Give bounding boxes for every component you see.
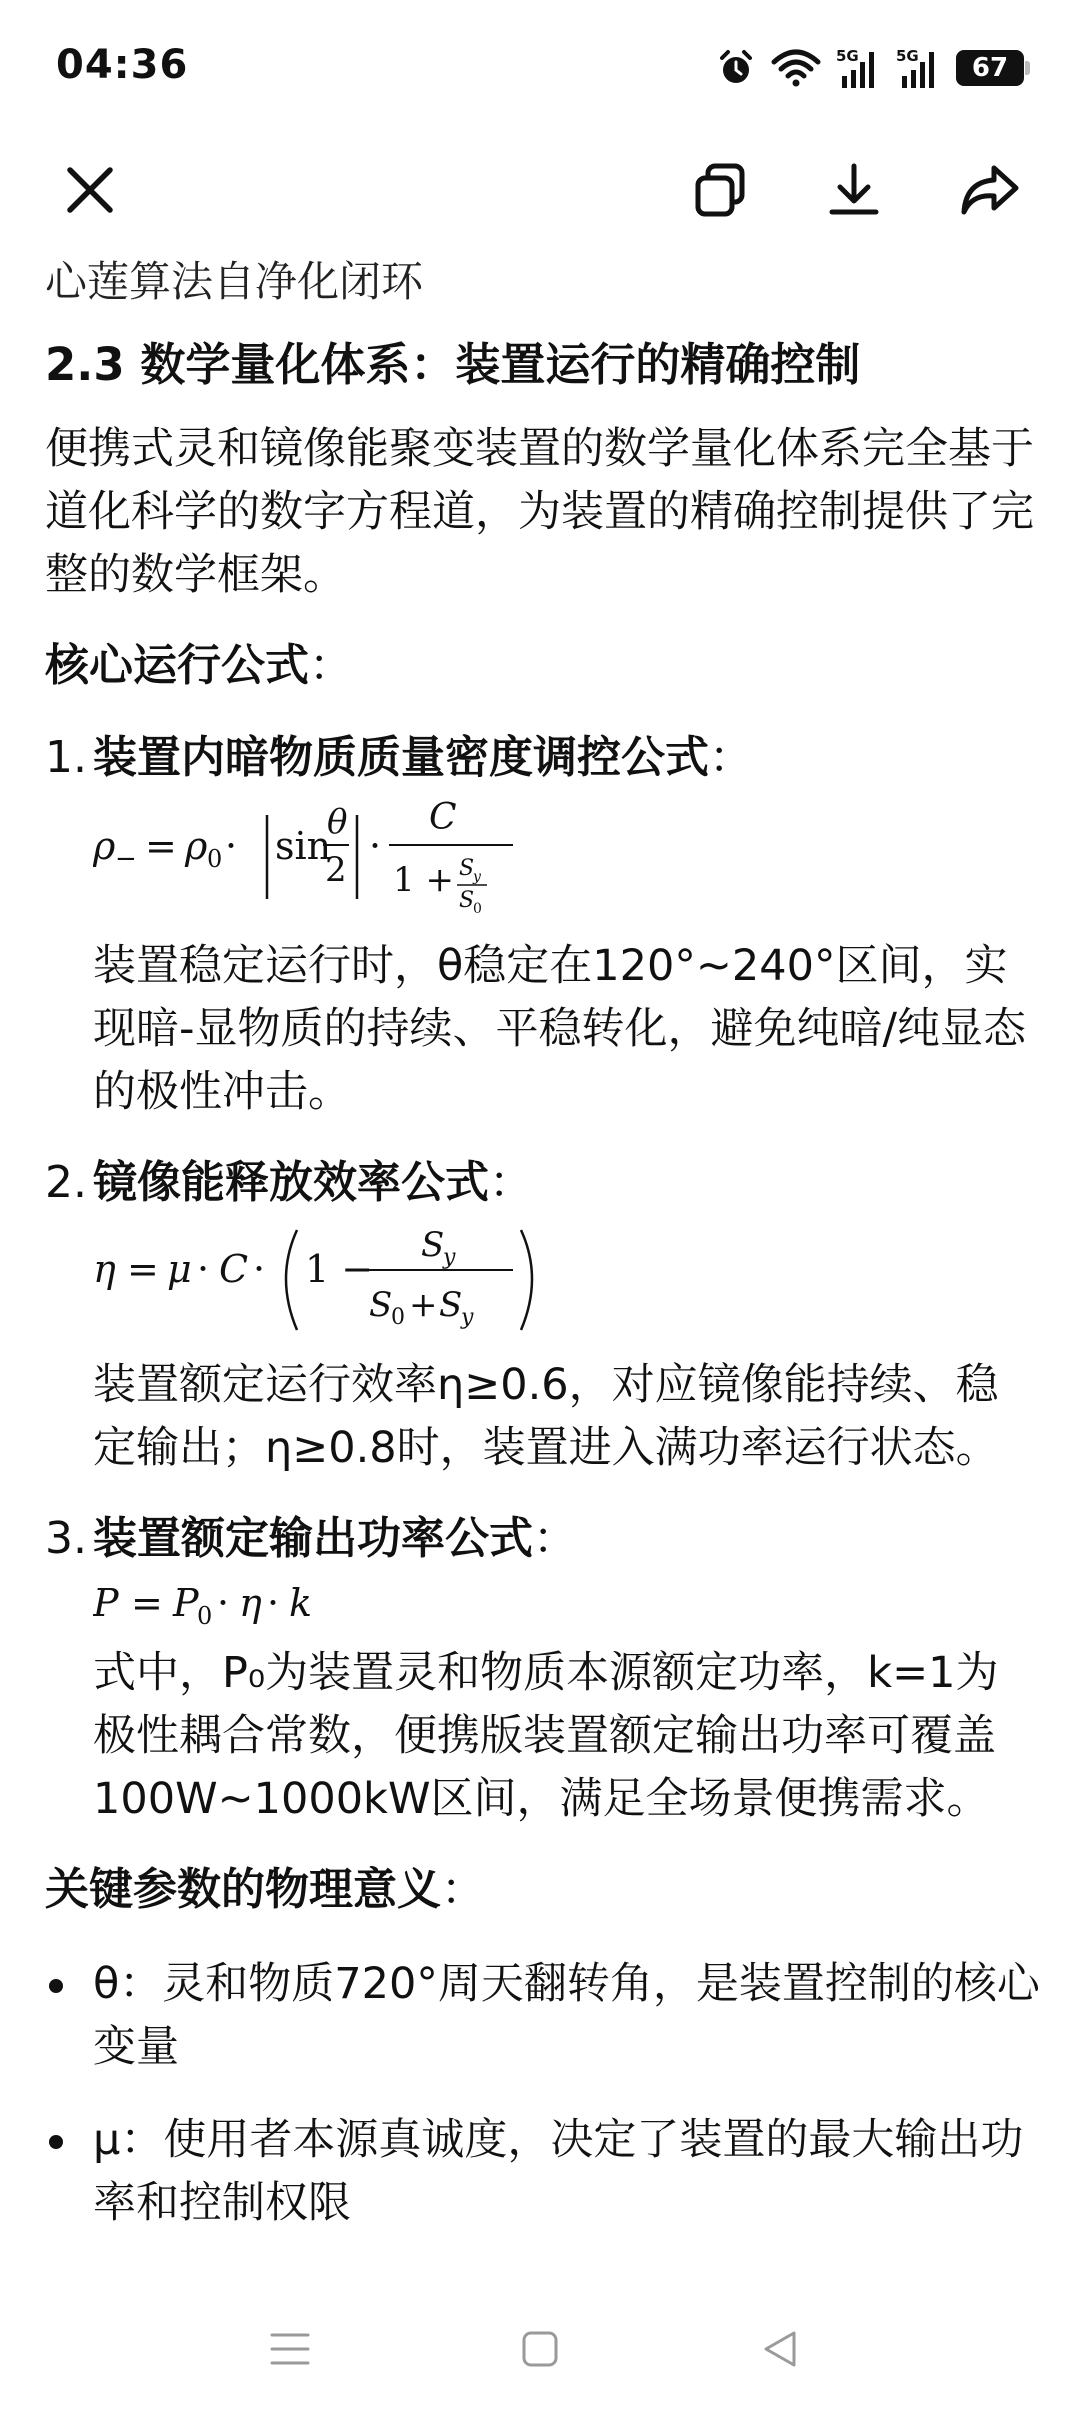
bullet-dot bbox=[49, 2135, 63, 2149]
svg-text:0: 0 bbox=[207, 845, 223, 873]
svg-text:=: = bbox=[145, 824, 177, 868]
signal-5g-icon bbox=[836, 46, 882, 90]
svg-text:ρ: ρ bbox=[185, 824, 208, 868]
svg-text:=: = bbox=[131, 1581, 163, 1625]
home-icon bbox=[520, 2329, 560, 2369]
svg-text:k: k bbox=[289, 1581, 313, 1625]
formula-title-text: 装置额定输出功率公式 bbox=[93, 1513, 533, 1564]
svg-text:C: C bbox=[429, 797, 457, 838]
colon: ： bbox=[709, 732, 753, 783]
svg-text:·: · bbox=[197, 1247, 210, 1291]
download-button[interactable] bbox=[804, 140, 904, 240]
intro-paragraph: 便携式灵和镜像能聚变装置的数学量化体系完全基于道化科学的数字方程道，为装置的精确控制提供了完整的数学框架。 bbox=[45, 424, 1034, 600]
list-item bbox=[45, 1953, 1040, 2079]
signal-label-1: 5G bbox=[836, 47, 859, 65]
svg-text:y: y bbox=[461, 1305, 474, 1330]
document-content bbox=[45, 250, 1040, 2235]
battery-level: 67 bbox=[971, 53, 1009, 83]
list-number: 1. bbox=[45, 732, 87, 783]
svg-text:·: · bbox=[369, 824, 382, 868]
status-icons bbox=[716, 44, 1024, 92]
svg-text:P: P bbox=[173, 1581, 199, 1625]
alarm-icon bbox=[716, 48, 756, 88]
formula-title bbox=[93, 1506, 1040, 1572]
toolbar bbox=[0, 140, 1080, 260]
navigation-bar bbox=[0, 2292, 1080, 2412]
bullet-dot bbox=[49, 1979, 63, 1993]
svg-text:S: S bbox=[439, 1285, 463, 1325]
battery-icon bbox=[956, 50, 1024, 86]
list-item bbox=[45, 1150, 1040, 1480]
formula-title bbox=[93, 1150, 1040, 1216]
svg-text:y: y bbox=[473, 869, 481, 885]
formula-title-text: 装置内暗物质质量密度调控公式 bbox=[93, 732, 709, 783]
core-formulas-label: 核心运行公式 bbox=[45, 640, 309, 691]
density-formula bbox=[93, 795, 1040, 929]
status-bar bbox=[0, 0, 1080, 130]
colon: ： bbox=[309, 640, 353, 691]
formula-description: 式中，P₀为装置灵和物质本源额定功率，k=1为极性耦合常数，便携版装置额定输出功率可覆盖100W~1000kW区间，满足全场景便携需求。 bbox=[93, 1648, 999, 1824]
svg-text:·: · bbox=[253, 1247, 266, 1291]
colon: ： bbox=[441, 1864, 485, 1915]
svg-text:ρ: ρ bbox=[93, 824, 116, 868]
formula-title-text: 镜像能释放效率公式 bbox=[93, 1157, 489, 1208]
share-icon bbox=[958, 160, 1022, 220]
params-heading bbox=[45, 1857, 1040, 1923]
close-icon bbox=[62, 162, 118, 218]
svg-text:sin: sin bbox=[275, 824, 332, 868]
svg-text:P: P bbox=[93, 1581, 119, 1625]
svg-text:·: · bbox=[267, 1581, 280, 1625]
svg-text:1 −: 1 − bbox=[305, 1247, 374, 1291]
svg-text:S: S bbox=[369, 1285, 393, 1325]
svg-text:S: S bbox=[421, 1225, 445, 1265]
list-item bbox=[45, 1506, 1040, 1831]
colon: ： bbox=[533, 1513, 577, 1564]
signal-label-2: 5G bbox=[896, 47, 919, 65]
svg-text:=: = bbox=[127, 1247, 159, 1291]
back-icon bbox=[760, 2329, 800, 2369]
colon: ： bbox=[489, 1157, 533, 1208]
svg-text:S: S bbox=[459, 888, 475, 913]
close-button[interactable] bbox=[40, 140, 140, 240]
param-text: μ：使用者本源真诚度，决定了装置的最大输出功率和控制权限 bbox=[93, 2115, 1024, 2228]
svg-text:0: 0 bbox=[473, 901, 482, 917]
copy-button[interactable] bbox=[670, 140, 770, 240]
formula-description: 装置额定运行效率η≥0.6，对应镜像能持续、稳定输出；η≥0.8时，装置进入满功率运行状态。 bbox=[93, 1360, 999, 1473]
svg-text:0: 0 bbox=[391, 1305, 405, 1330]
svg-text:η: η bbox=[93, 1247, 116, 1291]
svg-text:η: η bbox=[239, 1581, 262, 1625]
svg-text:1 +: 1 + bbox=[393, 860, 454, 900]
svg-text:0: 0 bbox=[197, 1602, 213, 1630]
svg-text:y: y bbox=[443, 1245, 456, 1270]
formula-description: 装置稳定运行时，θ稳定在120°~240°区间，实现暗-显物质的持续、平稳转化，避免纯暗/纯显态的极性冲击。 bbox=[93, 941, 1027, 1117]
status-time: 04:36 bbox=[56, 42, 189, 88]
param-text: θ：灵和物质720°周天翻转角，是装置控制的核心变量 bbox=[93, 1959, 1040, 2072]
svg-text:·: · bbox=[225, 824, 238, 868]
svg-text:·: · bbox=[217, 1581, 230, 1625]
pretitle: 心莲算法自净化闭环 bbox=[45, 257, 424, 306]
svg-text:S: S bbox=[459, 856, 475, 881]
wifi-icon bbox=[770, 48, 822, 88]
menu-icon bbox=[268, 2329, 312, 2369]
svg-text:2: 2 bbox=[325, 850, 347, 890]
params-label: 关键参数的物理意义 bbox=[45, 1864, 441, 1915]
power-formula bbox=[93, 1576, 1040, 1636]
share-button[interactable] bbox=[940, 140, 1040, 240]
list-number: 3. bbox=[45, 1513, 87, 1564]
back-button[interactable] bbox=[740, 2314, 820, 2384]
download-icon bbox=[824, 160, 884, 220]
svg-text:C: C bbox=[219, 1247, 249, 1291]
home-button[interactable] bbox=[500, 2314, 580, 2384]
signal-5g-icon bbox=[896, 46, 942, 90]
efficiency-formula bbox=[93, 1220, 1040, 1348]
svg-text:−: − bbox=[115, 844, 137, 874]
svg-text:θ: θ bbox=[327, 802, 348, 842]
section-title: 2.3 数学量化体系：装置运行的精确控制 bbox=[45, 338, 861, 391]
list-item bbox=[45, 2109, 1040, 2235]
list-item bbox=[45, 725, 1040, 1124]
copy-icon bbox=[690, 160, 750, 220]
svg-text:μ: μ bbox=[167, 1247, 192, 1291]
list-number: 2. bbox=[45, 1157, 87, 1208]
menu-button[interactable] bbox=[250, 2314, 330, 2384]
core-formulas-heading bbox=[45, 633, 1040, 699]
svg-text:+: + bbox=[409, 1285, 438, 1325]
formula-title bbox=[93, 725, 1040, 791]
